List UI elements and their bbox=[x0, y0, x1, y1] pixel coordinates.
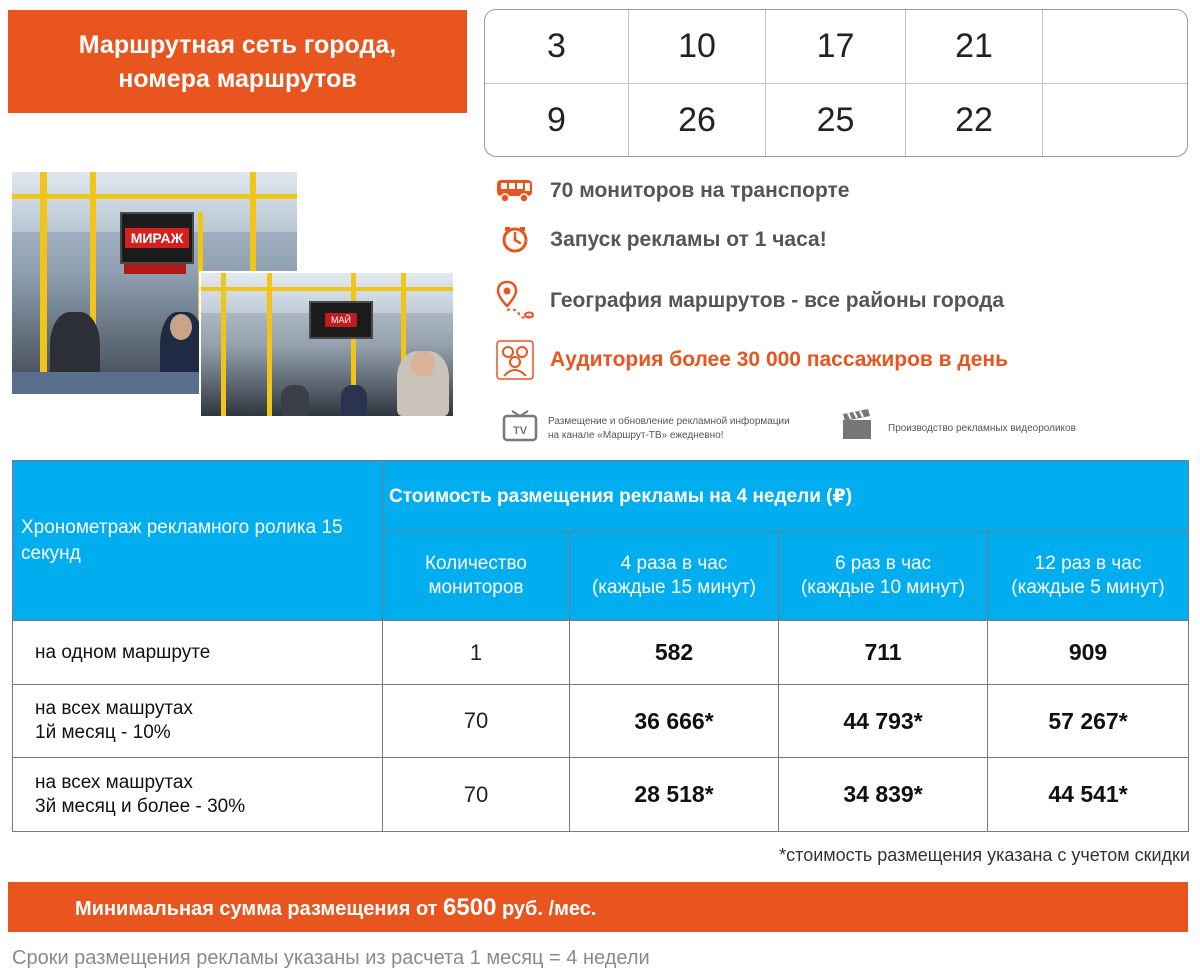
feature-text: Запуск рекламы от 1 часа! bbox=[550, 228, 827, 251]
price-cell: 711 bbox=[779, 621, 988, 685]
title-banner bbox=[8, 10, 467, 113]
monitors-count: 70 bbox=[383, 758, 570, 832]
route-cell: 26 bbox=[629, 84, 766, 156]
monitors-header: Количество мониторов bbox=[383, 532, 570, 621]
svg-text:TV: TV bbox=[512, 425, 528, 437]
feature-launch bbox=[494, 226, 827, 254]
feature-text: 70 мониторов на транспорте bbox=[550, 179, 850, 202]
price-cell: 36 666* bbox=[570, 685, 779, 758]
row-label-line-2: 1й месяц - 10% bbox=[35, 722, 171, 743]
row-label-line-1: на всех машрутах bbox=[35, 771, 193, 793]
price-cell: 582 bbox=[570, 621, 779, 685]
table-row bbox=[13, 758, 1189, 832]
route-cell: 9 bbox=[485, 84, 629, 156]
ad-screen-text-2: МАЙ bbox=[325, 313, 357, 327]
tv-channel-note bbox=[548, 415, 790, 443]
table-row bbox=[13, 685, 1189, 758]
feature-text-accent: Аудитория более 30 000 пассажиров в день bbox=[550, 348, 1009, 371]
route-numbers-grid bbox=[484, 9, 1188, 157]
min-sum-amount: 6500 bbox=[443, 894, 497, 921]
row-label-line-1: на одном маршруте bbox=[35, 641, 211, 663]
row-label bbox=[13, 621, 383, 685]
route-cell: 21 bbox=[906, 10, 1043, 84]
min-sum-prefix: Минимальная сумма размещения от bbox=[75, 898, 444, 920]
price-table bbox=[12, 460, 1189, 832]
feature-monitors bbox=[494, 178, 850, 204]
freq-line-1: 4 раза в час bbox=[620, 553, 728, 574]
feature-geography bbox=[494, 280, 1004, 322]
price-cell: 44 793* bbox=[779, 685, 988, 758]
tv-icon bbox=[502, 410, 538, 447]
audience-icon bbox=[494, 340, 536, 380]
route-cell bbox=[1043, 84, 1187, 156]
minimum-sum-banner bbox=[8, 882, 1188, 932]
map-route-icon bbox=[494, 280, 536, 322]
page-title: Маршрутная сеть города, номера маршрутов bbox=[78, 30, 397, 93]
bus-interior-photo-2 bbox=[201, 273, 453, 416]
freq-line-2: (каждые 10 минут) bbox=[800, 577, 966, 598]
bus-icon bbox=[494, 178, 536, 204]
minimum-sum-text bbox=[75, 894, 596, 922]
freq-line-2: (каждые 5 минут) bbox=[1011, 577, 1165, 598]
monitors-count: 1 bbox=[383, 621, 570, 685]
frequency-header bbox=[779, 532, 988, 621]
freq-line-1: 6 раз в час bbox=[834, 553, 932, 574]
route-cell: 17 bbox=[766, 10, 906, 84]
discount-footnote: *стоимость размещения указана с учетом скидки bbox=[779, 845, 1190, 865]
clock-icon bbox=[494, 226, 536, 254]
route-cell: 22 bbox=[906, 84, 1043, 156]
row-label-line-1: на всех машрутах bbox=[35, 698, 193, 719]
row-label-line-2: 3й месяц и более - 30% bbox=[35, 795, 246, 817]
ad-screen-text: МИРАЖ bbox=[125, 228, 190, 248]
tv-note-line-2: на канале «Маршрут-ТВ» ежедневно! bbox=[548, 430, 724, 441]
price-cell: 34 839* bbox=[779, 758, 988, 832]
route-cell: 3 bbox=[485, 10, 629, 84]
clapperboard-icon bbox=[842, 408, 874, 445]
price-cell: 44 541* bbox=[988, 758, 1189, 832]
row-label bbox=[13, 685, 383, 758]
price-cell: 28 518* bbox=[570, 758, 779, 832]
ad-monitor bbox=[120, 212, 194, 264]
min-sum-suffix: руб. /мес. bbox=[496, 898, 597, 920]
table-row bbox=[13, 621, 1189, 685]
price-header: Стоимость размещения рекламы на 4 недели (₽) bbox=[383, 461, 1189, 532]
route-cell: 25 bbox=[766, 84, 906, 156]
duration-header: Хронометраж рекламного ролика 15 секунд bbox=[13, 461, 383, 621]
feature-text: География маршрутов - все районы города bbox=[550, 289, 1005, 312]
feature-audience bbox=[494, 340, 1008, 380]
freq-line-2: (каждые 15 минут) bbox=[591, 577, 757, 598]
production-note: Производство рекламных видеороликов bbox=[888, 423, 1076, 434]
freq-line-1: 12 раз в час bbox=[1034, 553, 1142, 574]
monitors-count: 70 bbox=[383, 685, 570, 758]
terms-note: Сроки размещения рекламы указаны из расчета 1 месяц = 4 недели bbox=[12, 947, 650, 969]
ad-monitor-2 bbox=[309, 301, 373, 339]
frequency-header bbox=[570, 532, 779, 621]
route-cell: 10 bbox=[629, 10, 766, 84]
tv-note-line-1: Размещение и обновление рекламной информации bbox=[548, 416, 790, 427]
price-cell: 57 267* bbox=[988, 685, 1189, 758]
price-cell: 909 bbox=[988, 621, 1189, 685]
route-cell bbox=[1043, 10, 1187, 84]
row-label bbox=[13, 758, 383, 832]
frequency-header bbox=[988, 532, 1189, 621]
